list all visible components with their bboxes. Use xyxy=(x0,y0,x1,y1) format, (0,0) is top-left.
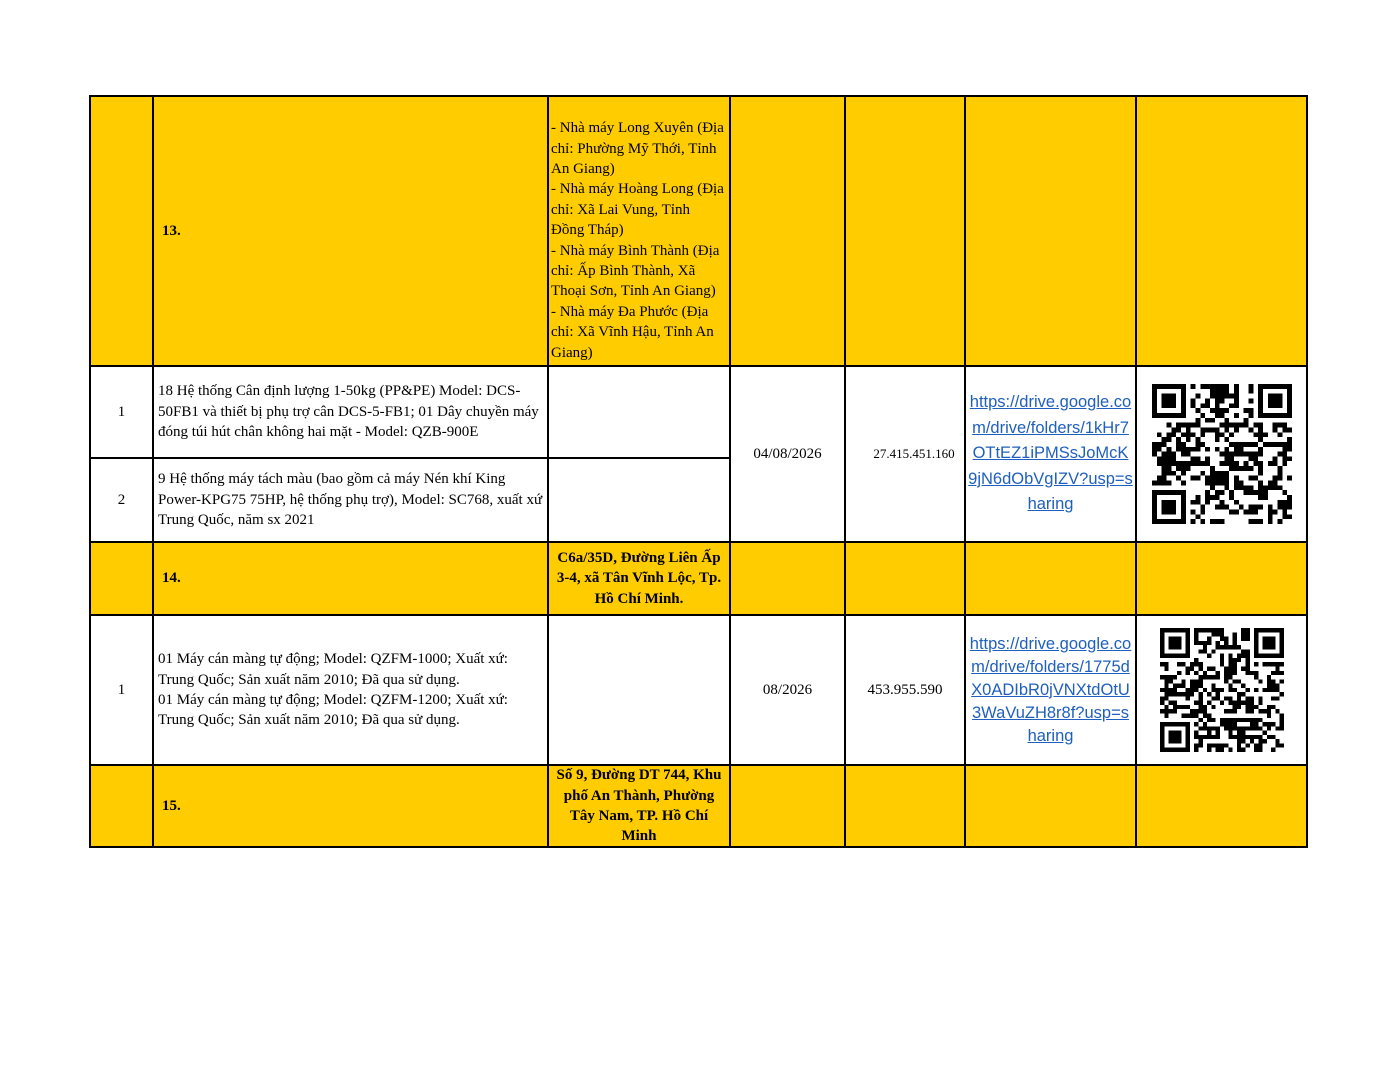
empty-cell xyxy=(91,97,154,367)
qr-code-icon xyxy=(1152,384,1292,524)
section-number: 13. xyxy=(154,97,549,367)
empty-cell xyxy=(549,616,731,766)
item-number: 2 xyxy=(91,459,154,543)
item-description: 01 Máy cán màng tự động; Model: QZFM-1000; Xuất xứ: Trung Quốc; Sản xuất năm 2010; Đã qua sử dụng. 01 Máy cán màng tự động; Model: QZFM-1200; Xuất xứ: Trung Quốc; Sản xuất năm 2010; Đã qua sử dụng. xyxy=(154,616,549,766)
section-14-row xyxy=(91,543,1308,616)
section-address: Số 9, Đường DT 744, Khu phố An Thành, Phường Tây Nam, TP. Hồ Chí Minh xyxy=(549,766,731,848)
empty-cell xyxy=(91,543,154,616)
asset-table xyxy=(89,95,1308,848)
qr-cell xyxy=(1137,367,1308,543)
empty-cell xyxy=(1137,543,1308,616)
empty-cell xyxy=(1137,97,1308,367)
date-cell: 08/2026 xyxy=(731,616,846,766)
empty-cell xyxy=(91,766,154,848)
price-value: 27.415.451.160 xyxy=(873,445,955,461)
empty-cell xyxy=(966,543,1137,616)
empty-cell xyxy=(549,459,731,543)
section-address: C6a/35D, Đường Liên Ấp 3-4, xã Tân Vĩnh Lộc, Tp. Hồ Chí Minh. xyxy=(549,543,731,616)
section-13-items xyxy=(91,367,1308,543)
table-row xyxy=(91,459,731,543)
empty-cell xyxy=(966,97,1137,367)
item-description: 18 Hệ thống Cân định lượng 1-50kg (PP&PE) Model: DCS-50FB1 và thiết bị phụ trợ cân DCS-5-FB1; 01 Dây chuyền máy đóng túi hút chân không hai mặt - Model: QZB-900E xyxy=(154,367,549,459)
empty-cell xyxy=(549,367,731,459)
drive-link[interactable]: https://drive.google.com/drive/folders/1kHr7OTtEZ1iPMSsJoMcK9jN6dObVgIZV?usp=sharing xyxy=(968,393,1133,514)
empty-cell xyxy=(966,766,1137,848)
item-number: 1 xyxy=(91,616,154,766)
empty-cell xyxy=(846,766,966,848)
section-15-row xyxy=(91,766,1308,848)
section-number: 15. xyxy=(154,766,549,848)
link-cell xyxy=(966,367,1137,543)
date-cell: 04/08/2026 xyxy=(731,367,846,543)
empty-cell xyxy=(731,97,846,367)
drive-link[interactable]: https://drive.google.com/drive/folders/1775dX0ADIbR0jVNXtdOtU3WaVuZH8r8f?usp=sharing xyxy=(969,634,1132,745)
price-cell xyxy=(846,367,966,543)
qr-code-icon xyxy=(1160,628,1284,752)
section-number: 14. xyxy=(154,543,549,616)
table-row xyxy=(91,367,731,459)
empty-cell xyxy=(846,543,966,616)
section-13-row xyxy=(91,97,1308,367)
link-cell xyxy=(966,616,1137,766)
section-address: - Nhà máy Long Xuyên (Địa chỉ: Phường Mỹ Thới, Tỉnh An Giang) - Nhà máy Hoàng Long (Địa chỉ: Xã Lai Vung, Tỉnh Đồng Tháp) - Nhà máy Bình Thành (Địa chỉ: Ấp Bình Thành, Xã Thoại Sơn, Tỉnh An Giang) - Nhà máy Đa Phước (Địa chỉ: Xã Vĩnh Hậu, Tỉnh An Giang) xyxy=(549,97,731,367)
empty-cell xyxy=(1137,766,1308,848)
empty-cell xyxy=(731,766,846,848)
item-number: 1 xyxy=(91,367,154,459)
table-row xyxy=(91,616,1308,766)
empty-cell xyxy=(846,97,966,367)
item-description: 9 Hệ thống máy tách màu (bao gồm cả máy Nén khí King Power-KPG75 75HP, hệ thống phụ trợ), Model: SC768, xuất xứ Trung Quốc, năm sx 2021 xyxy=(154,459,549,543)
qr-cell xyxy=(1137,616,1308,766)
empty-cell xyxy=(731,543,846,616)
price-cell: 453.955.590 xyxy=(846,616,966,766)
